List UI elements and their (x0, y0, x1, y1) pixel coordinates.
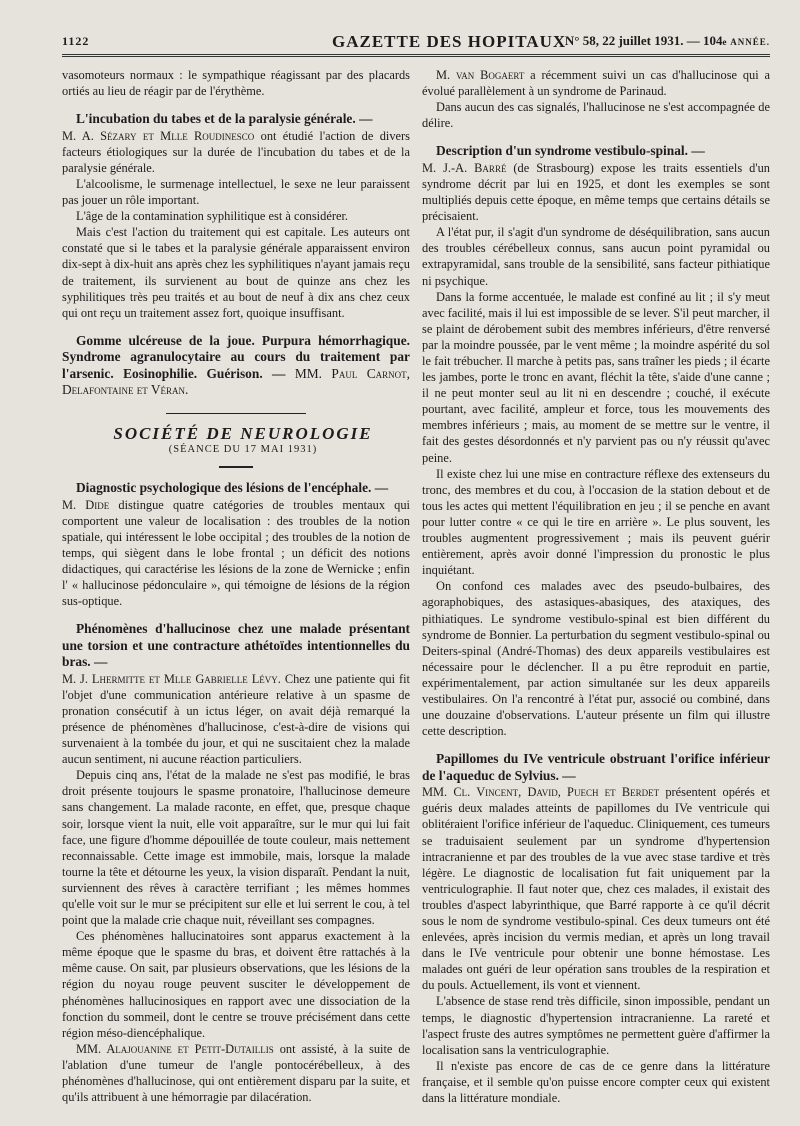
heading-text: Diagnostic psychologique des lésions de l'encéphale. — (76, 480, 389, 495)
paragraph (62, 1041, 410, 1105)
authors: MM. Paul Carnot, Delafontaine et Véran. (62, 365, 410, 398)
paragraph: Ces phénomènes hallucinatoires sont apparus exactement à la même époque que le spasme du bras, et doivent être rattachés à la même cause. On sait, par plusieurs observations, que les lésions de la région du noyau rouge peuvent susciter le développement de phénomènes hallucinosiques en rapport avec une dissociation de la fonction du sommeil, dont le centre se trouve précisément dans cette région méso-diencéphalique. (62, 929, 410, 1040)
journal-title: GAZETTE DES HOPITAUX (332, 32, 567, 51)
issue-main: N° 58, 22 juillet 1931. — 104 (564, 33, 723, 48)
issue-suffix: e ANNÉE. (722, 37, 770, 47)
session-date: (SÉANCE DU 17 MAI 1931) (168, 443, 318, 455)
text-columns (62, 67, 770, 1106)
paragraph-text: Chez une patiente qui fit l'objet d'une communication antérieure relative à un spasme de pronation consécutif à un ictus léger, on avait déjà remarqué la présence de phénomènes d'hallucinose, c'est-à-dire de visions qui survenaient à la tombée du jour, et qui ne suscitaient chez la malade aucun sentiment, ni aucune réaction particuliers. (62, 671, 410, 767)
paragraph: Dans la forme accentuée, le malade est confiné au lit ; il s'y meut avec facilité, mais il lui est impossible de se lever. S'il peut marcher, il se plaint de dérobement subit des membres inférieurs, d'être renversé par la moindre poussée, par le vent même ; la moindre aspérité du sol le fait trébucher. Il marche à petits pas, sans traîner les pieds ; il écarte les jambes, porte le tronc en avant, fléchit la tête, s'aide d'une canne ; il ne peut monter seul au lit ni en descendre ; couché, il exécute pourtant, avec facilité, ampleur et force, tous les mouvements des membres inférieurs ; mais, au moment de se mettre sur le ventre, il fait des gestes désordonnés et n'y parvient pas ou n'y réussit qu'avec peine. (422, 289, 770, 465)
paragraph: vasomoteurs normaux : le sympathique réagissant par des placards ortiés au lieu de réagir par de l'érythème. (62, 68, 410, 99)
paragraph: Dans aucun des cas signalés, l'hallucinose ne s'est accompagnée de délire. (422, 100, 770, 131)
heading-text: Papillomes du IVe ventricule obstruant l'orifice inférieur de l'aqueduc de Sylvius. — (422, 751, 770, 783)
paragraph-text: (de Strasbourg) expose les traits essentiels d'un syndrome décrit par lui en 1925, et dont les exemples se sont multipliés depuis cette époque, en même temps que certains détails se précisaient. (422, 160, 770, 224)
divider (219, 466, 253, 468)
authors: MM. Alajouanine et Petit-Dutaillis (76, 1041, 274, 1056)
paragraph: L'alcoolisme, le surmenage intellectuel, le sexe ne leur paraissent pas jouer un rôle important. (62, 176, 410, 208)
page-header (62, 14, 770, 57)
paragraph-text: présentent opérés et guéris deux malades atteints de papillomes du IVe ventricule qui oblitéraient l'orifice inférieur de l'aqueduc. Cliniquement, ces tumeurs se traduisaient seulement par un syndrome d'hypertension intracranienne et par des troubles de la vue avec stase tardive et très légère. Le diagnostic de localisation fut fait uniquement par la ventriculographie. Il faut noter que, chez ces malades, il existait des troubles d'aspect labyrinthique, que Barré rapporte à ce qu'il décrit sous le nom de syndrome vestibulo-spinal. Ces deux tumeurs ont été enlevées, après incision du vermis median, et après un long travail dans le IVe ventricule pour obtenir une bonne hémostase. Les malades ont guéri de leur opération sans troubles de la respiration et du pouls. Actuellement, ils vont et viennent. (422, 785, 770, 993)
paragraph: On confond ces malades avec des pseudo-bulbaires, des agoraphobiques, des astasiques-abasiques, des ataxiques, des pithiatiques. Le syndrome vestibulo-spinal est bien différent du syndrome de Bonnier. La perturbation du segment vestibulo-spinal ou Deiters-spinal (André-Thomas) des deux appareils vestibulaires est nécessaire pour le déclencher. Il a pu être reproduit en partie, expérimentalement, par action simultanée sur les deux appareils vestibulaires. On l'a rencontré à l'état pur, associé ou combiné, dans une douzaine d'observations. L'auteur présente un film qui illustre cette description. (422, 579, 770, 739)
society-title: SOCIÉTÉ DE NEUROLOGIE (113, 423, 373, 443)
paragraph-text: a récemment suivi un cas d'hallucinose qui a évolué parallèlement à un syndrome de Parinaud. (422, 68, 770, 99)
paragraph (422, 160, 770, 224)
section-heading (422, 143, 770, 160)
paragraph: Il existe chez lui une mise en contracture réflexe des extenseurs du tronc, des membres et du cou, à l'occasion de la station debout et de tous les actes qui mettent l'équilibration en jeu ; il se penche en avant pour lutter contre « ce qui le tire en arrière ». Le plus souvent, les troubles augmentent progressivement ; mais ils peuvent guérir entièrement, après avoir donné l'impression du pronostic le plus inquiétant. (422, 466, 770, 578)
authors: M. A. Sézary et Mlle Roudinesco (62, 128, 255, 143)
heading-text: Gomme ulcéreuse de la joue. Purpura hémorrhagique. Syndrome agranulocytaire au cours du traitement par l'arsenic. Eosinophilie. Guérison. — (62, 332, 410, 381)
authors: M. van Bogaert (436, 68, 525, 82)
paragraph: L'âge de la contamination syphilitique est à considérer. (76, 209, 348, 224)
authors: MM. Cl. Vincent, David, Puech et Berdet (422, 785, 660, 800)
section-heading (62, 333, 410, 399)
paragraph (62, 497, 410, 610)
paragraph: L'absence de stase rend très difficile, sinon impossible, pendant un temps, le diagnostic d'hypertension intracranienne. La rareté et l'aspect fruste des autres symptômes ne permettent guère d'affirmer la localisation sans la ventriculographie. (422, 994, 770, 1057)
paragraph: Depuis cinq ans, l'état de la malade ne s'est pas modifié, le bras droit présente toujours le spasme pronatoire, l'hallucinose demeure sans changement. La malade raconte, en effet, que, presque chaque soir, lorsque vient la nuit, elle voit apparaître, sur le mur qui lui fait face, une figure d'homme dépouillée de toute couleur, mais nettement reconnaissable. Cette image est immobile, mais, lorsque la malade tourne la tête et détourne les yeux, la vision disparaît. Pendant la nuit, surviennent des rêves à caractère terrifiant ; les mêmes hommes qu'elle voit sur le mur se précipitent sur elle et lui serrent le cou, à tel point que la malade crie chaque nuit, réveillant ses compagnes. (62, 768, 410, 928)
heading-text: Description d'un syndrome vestibulo-spinal. — (436, 143, 705, 159)
right-column (422, 67, 770, 1106)
heading-text: Phénomènes d'hallucinose chez une malade présentant une torsion et une contracture athétoïdes intentionnelles du bras. — (62, 621, 410, 670)
section-heading (62, 480, 410, 497)
issue-info (565, 33, 770, 49)
divider (166, 413, 306, 414)
paragraph-text: ont assisté, à la suite de l'ablation d'une tumeur de l'angle pontocérébelleux, à des phénomènes d'hallucinose, qui ont entièrement disparu par la suite, et qu'ils attribuent à une hémorragie par dilacération. (62, 1041, 411, 1105)
paragraph (422, 784, 770, 993)
section-heading (62, 621, 410, 671)
paragraph-text: ont étudié l'action de divers facteurs étiologiques sur la durée de l'incubation du tabes et de la paralysie générale. (62, 128, 410, 175)
authors: M. J. Lhermitte et Mlle Gabrielle Lévy. (62, 671, 281, 686)
paragraph (62, 128, 410, 176)
paragraph: A l'état pur, il s'agit d'un syndrome de déséquilibration, sans aucun des troubles cérébelleux connus, sans aucun point pyramidal ou extrapyramidal, sans trouble de la sensibilité, sans facteur pithiatique ni psychique. (422, 225, 770, 288)
paragraph: Il n'existe pas encore de cas de ce genre dans la littérature française, et il semble qu'on puisse encore compter ceux qui existent dans la littérature mondiale. (422, 1058, 770, 1106)
paragraph: Mais c'est l'action du traitement qui est capitale. Les auteurs ont constaté que si le tabes et la paralysie générale apparaissent environ dix-sept à dix-huit ans après chez les syphilitiques n'ayant jamais reçu de traitement, ils survienent au bout de quinze ans chez les syphilitiques très peu traités et au bout de neuf à dix ans chez ceux qui ont reçu un traitement assez fort, quoique insuffisant. (62, 225, 410, 320)
paragraph (422, 67, 770, 99)
page-number: 1122 (62, 34, 90, 48)
section-heading (422, 751, 770, 784)
paragraph (62, 671, 410, 768)
left-column (62, 67, 410, 1106)
authors: M. Dide (62, 497, 110, 512)
paragraph-text: distingue quatre catégories de troubles mentaux qui comportent une valeur de localisation : des troubles de la notion spatiale, qui intéressent le lobe occipital ; des troubles de la notion de temps, qui siègent dans le lobe frontal ; un déficit des notions didactiques, qui caractérise les lésions de la zone de Wernicke ; enfin l' « hallucinose pédonculaire », qui témoigne de lésions de la région sus-optique. (62, 497, 410, 609)
authors: M. J.-A. Barré (422, 160, 507, 175)
heading-text: L'incubation du tabes et de la paralysie générale. — (76, 111, 373, 127)
section-heading (62, 111, 410, 128)
